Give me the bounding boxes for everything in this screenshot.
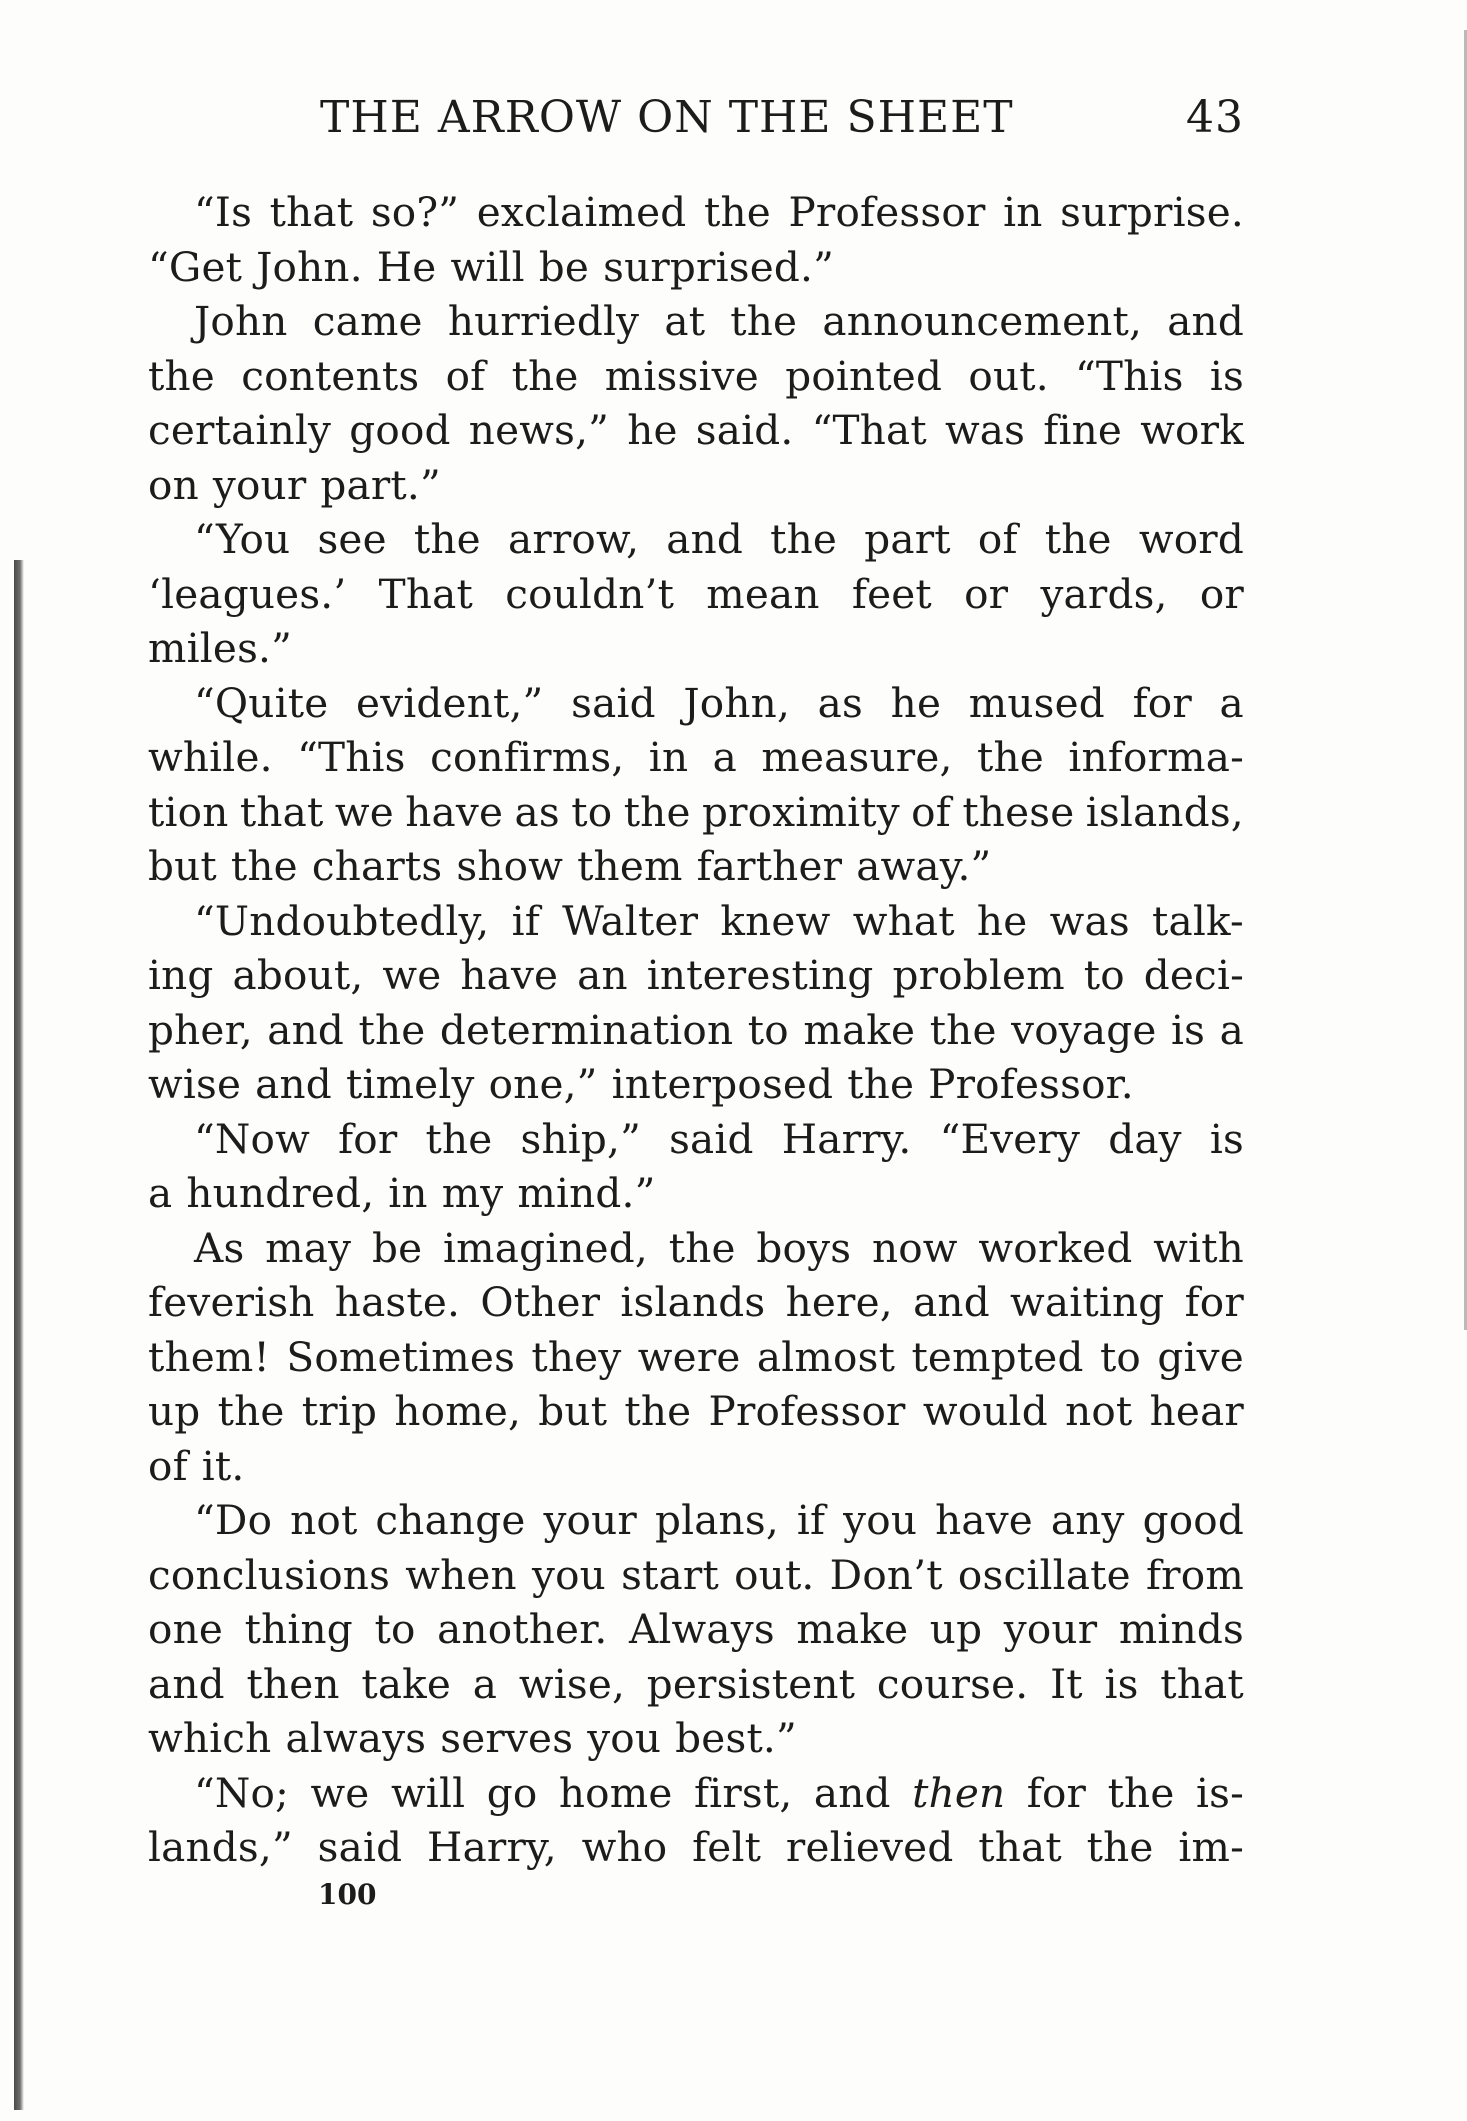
word: out. — [968, 351, 1049, 400]
word: they — [531, 1332, 622, 1381]
word: when — [405, 1550, 517, 1599]
word: one,” — [488, 1060, 598, 1108]
word: exclaimed — [476, 188, 687, 236]
word: persistent — [646, 1659, 856, 1708]
word: informa- — [1068, 733, 1244, 781]
word: knew — [720, 896, 831, 945]
word: the — [929, 1005, 997, 1054]
word: have — [405, 787, 504, 836]
word: lands,” — [148, 1823, 293, 1871]
text-line — [148, 676, 1244, 731]
text-line — [148, 1166, 1244, 1221]
word: news,” — [468, 406, 610, 454]
text-line — [148, 1275, 1244, 1330]
word: missive — [604, 351, 759, 400]
word: ing — [148, 951, 214, 999]
word: we — [310, 1768, 370, 1817]
word: if — [796, 1496, 826, 1544]
word: while. — [148, 733, 273, 781]
text-line — [148, 621, 1244, 676]
word: Other — [480, 1278, 601, 1326]
word: “Quite — [194, 678, 329, 727]
text-line — [148, 839, 1244, 894]
word: the — [977, 733, 1044, 781]
text-line — [148, 1384, 1244, 1439]
word: “Do — [194, 1496, 273, 1544]
word: ‘leagues.’ — [148, 569, 347, 618]
word: good — [1142, 1496, 1244, 1544]
text-line — [148, 1602, 1244, 1657]
word: that — [1160, 1659, 1244, 1708]
word: or — [964, 569, 1009, 618]
word: to — [1099, 1332, 1142, 1381]
word: the — [1107, 1768, 1175, 1817]
text-line — [148, 1112, 1244, 1167]
word: would — [922, 1387, 1048, 1435]
text-line — [148, 1439, 1244, 1494]
word: your — [1003, 1605, 1098, 1653]
word: surprise. — [1060, 188, 1244, 236]
word: hundred, — [186, 1169, 375, 1217]
word: “Now — [194, 1114, 310, 1163]
word: of — [148, 1441, 188, 1490]
word: as — [817, 678, 864, 727]
word: see — [317, 515, 387, 563]
word: interposed — [611, 1060, 834, 1108]
word: go — [486, 1768, 538, 1817]
word: but — [538, 1387, 608, 1435]
word: “No; — [194, 1768, 289, 1817]
word: said — [571, 678, 656, 727]
word: was — [1049, 896, 1130, 945]
word: take — [361, 1659, 452, 1708]
word: and — [913, 1278, 990, 1326]
word: home — [558, 1768, 673, 1817]
word: contents — [241, 351, 420, 400]
word: the — [413, 515, 481, 563]
word: good — [349, 406, 451, 454]
word: deci- — [1143, 951, 1244, 999]
word: the — [230, 842, 298, 890]
text-line — [148, 1057, 1244, 1112]
word: arrow, — [507, 515, 640, 563]
word: for — [1184, 1278, 1244, 1326]
word: who — [581, 1823, 668, 1871]
text-line — [148, 349, 1244, 404]
word: is- — [1195, 1768, 1244, 1817]
word: charts — [311, 842, 443, 890]
word: surprised.” — [603, 242, 835, 291]
word: of — [911, 787, 951, 836]
word: certainly — [148, 406, 332, 454]
word: the — [511, 351, 579, 400]
word: conclusions — [148, 1550, 391, 1599]
text-line — [148, 240, 1244, 295]
word: not — [290, 1496, 358, 1544]
word: up — [929, 1605, 983, 1653]
word: and — [666, 515, 744, 563]
word: the — [623, 787, 691, 836]
word: the — [703, 188, 771, 236]
body-text — [148, 185, 1244, 1875]
word: announcement, — [822, 297, 1143, 345]
text-line — [148, 294, 1244, 349]
word: he — [890, 678, 942, 727]
word: “You — [194, 515, 291, 563]
word: and — [1167, 297, 1244, 345]
text-line — [148, 1221, 1244, 1276]
word: John — [194, 297, 288, 345]
word: Always — [628, 1605, 775, 1653]
word: of — [445, 351, 486, 400]
signature-mark: 100 — [318, 1878, 377, 1911]
text-line — [148, 1766, 1244, 1821]
word: out. — [734, 1550, 815, 1599]
word: Walter — [562, 896, 699, 945]
word: a — [148, 1169, 173, 1217]
word: pointed — [785, 351, 943, 400]
word: what — [852, 896, 955, 945]
word: He — [376, 242, 437, 291]
word: that — [978, 1823, 1062, 1871]
word: hear — [1149, 1387, 1244, 1435]
word: said — [669, 1114, 754, 1163]
word: mean — [706, 569, 820, 618]
word: one — [148, 1605, 224, 1653]
text-line — [148, 1493, 1244, 1548]
page-number: 43 — [1186, 92, 1244, 143]
word: Sometimes — [286, 1332, 516, 1381]
word: hurriedly — [447, 297, 640, 345]
text-line — [148, 403, 1244, 458]
word: evident,” — [356, 678, 544, 727]
word: then — [912, 1768, 1006, 1817]
word: have — [460, 951, 559, 999]
word: mused — [968, 678, 1105, 727]
text-line — [148, 1003, 1244, 1058]
word: as — [514, 787, 560, 836]
word: in — [648, 733, 689, 781]
word: the — [148, 351, 215, 400]
word: so?” — [370, 188, 460, 236]
word: make — [796, 1605, 909, 1653]
word: to — [747, 1005, 789, 1054]
word: may — [265, 1223, 352, 1272]
text-line — [148, 512, 1244, 567]
word: Harry. — [781, 1114, 912, 1163]
word: thing — [244, 1605, 353, 1653]
word: timely — [345, 1060, 475, 1108]
word: day — [1108, 1114, 1182, 1163]
word: tion — [148, 787, 229, 836]
word: to — [571, 787, 613, 836]
word: a — [472, 1659, 498, 1708]
word: tempted — [911, 1332, 1084, 1381]
word: up — [148, 1387, 201, 1435]
word: measure, — [761, 733, 953, 781]
word: them! — [148, 1332, 271, 1381]
word: word — [1138, 515, 1244, 563]
word: start — [621, 1550, 719, 1599]
word: give — [1157, 1332, 1244, 1381]
word: feverish — [148, 1278, 315, 1326]
word: change — [375, 1496, 526, 1544]
word: the — [847, 1060, 915, 1108]
word: another. — [437, 1605, 608, 1653]
word: if — [511, 896, 540, 945]
word: boys — [756, 1223, 852, 1272]
word: now — [871, 1223, 958, 1272]
word: “Is — [194, 188, 253, 236]
word: here, — [785, 1278, 893, 1326]
text-line — [148, 948, 1244, 1003]
word: came — [312, 297, 423, 345]
word: trip — [301, 1387, 378, 1435]
word: the — [358, 1005, 426, 1054]
word: about, — [232, 951, 364, 999]
word: is — [1104, 1659, 1139, 1708]
word: wise — [148, 1060, 242, 1108]
word: proximity — [702, 787, 900, 836]
word: was — [944, 406, 1026, 454]
text-line — [148, 785, 1244, 840]
word: farther — [696, 842, 843, 890]
word: said — [317, 1823, 403, 1871]
word: you — [587, 1714, 662, 1762]
word: which — [148, 1714, 272, 1762]
word: in — [1003, 188, 1043, 236]
word: to — [374, 1605, 416, 1653]
word: he — [627, 406, 678, 454]
word: them — [577, 842, 683, 890]
word: interesting — [646, 951, 874, 999]
word: that — [269, 188, 354, 236]
text-line — [148, 458, 1244, 513]
word: said. — [695, 406, 794, 454]
text-line — [148, 1657, 1244, 1712]
word: for — [1132, 678, 1192, 727]
word: voyage — [1011, 1005, 1157, 1054]
word: oscillate — [957, 1550, 1131, 1599]
text-line — [148, 894, 1244, 949]
word: the — [730, 297, 798, 345]
word: of — [977, 515, 1018, 563]
word: course. — [876, 1659, 1029, 1708]
text-line — [148, 1548, 1244, 1603]
word: part — [864, 515, 951, 563]
word: fine — [1043, 406, 1123, 454]
word: feet — [851, 569, 932, 618]
word: Professor — [788, 188, 986, 236]
word: “That — [811, 406, 927, 454]
word: couldn’t — [505, 569, 675, 618]
word: John, — [683, 678, 791, 727]
word: we — [382, 951, 442, 999]
word: he — [976, 896, 1028, 945]
running-title: THE ARROW ON THE SHEET — [320, 92, 1014, 143]
word: talk- — [1152, 896, 1244, 945]
word: work — [1140, 406, 1244, 454]
text-line — [148, 1820, 1244, 1875]
word: relieved — [785, 1823, 954, 1871]
word: Professor. — [928, 1060, 1134, 1108]
word: always — [285, 1714, 427, 1762]
word: an — [577, 951, 628, 999]
word: a — [1219, 1005, 1244, 1054]
word: but — [148, 842, 217, 890]
word: your — [543, 1496, 637, 1544]
word: As — [194, 1223, 245, 1272]
word: then — [246, 1659, 340, 1708]
word: have — [935, 1496, 1033, 1544]
text-line — [148, 185, 1244, 240]
word: Professor — [708, 1387, 906, 1435]
word: is — [1170, 1005, 1206, 1054]
word: not — [1065, 1387, 1133, 1435]
word: almost — [756, 1332, 896, 1381]
word: in — [388, 1169, 428, 1217]
word: confirms, — [430, 733, 625, 781]
word: and — [267, 1005, 345, 1054]
word: make — [803, 1005, 916, 1054]
word: im- — [1178, 1823, 1244, 1871]
text-line — [148, 1330, 1244, 1385]
word: pher, — [148, 1005, 253, 1054]
word: mind.” — [517, 1169, 656, 1217]
word: you — [531, 1550, 606, 1599]
word: yards, — [1040, 569, 1168, 618]
word: a — [712, 733, 737, 781]
word: wise, — [518, 1659, 626, 1708]
text-line — [148, 567, 1244, 622]
word: at — [664, 297, 706, 345]
word: part.” — [320, 460, 441, 509]
word: worked — [978, 1223, 1133, 1272]
word: “This — [297, 733, 406, 781]
word: from — [1145, 1550, 1244, 1599]
word: haste. — [334, 1278, 461, 1326]
word: felt — [692, 1823, 762, 1871]
binding-shadow — [14, 560, 24, 2110]
word: and — [255, 1060, 332, 1108]
word: the — [1086, 1823, 1154, 1871]
word: the — [624, 1387, 692, 1435]
word: It — [1050, 1659, 1083, 1708]
word: John. — [256, 242, 363, 291]
word: for — [1026, 1768, 1087, 1817]
page-header — [148, 92, 1244, 152]
word: “Every — [939, 1114, 1081, 1163]
word: the — [668, 1223, 736, 1272]
word: home, — [394, 1387, 522, 1435]
text-line — [148, 730, 1244, 785]
word: my — [441, 1169, 504, 1217]
word: determination — [439, 1005, 734, 1054]
word: will — [450, 242, 525, 291]
word: the — [425, 1114, 493, 1163]
word: serves — [440, 1714, 574, 1762]
word: waiting — [1010, 1278, 1165, 1326]
word: you — [843, 1496, 918, 1544]
word: for — [338, 1114, 398, 1163]
word: islands, — [1085, 787, 1244, 836]
word: islands — [620, 1278, 766, 1326]
word: away.” — [856, 842, 992, 890]
word: “Undoubtedly, — [194, 896, 490, 945]
word: plans, — [654, 1496, 779, 1544]
word: is — [1209, 351, 1244, 400]
word: your — [212, 460, 307, 509]
word: “Get — [148, 242, 243, 291]
word: Harry, — [427, 1823, 557, 1871]
word: were — [637, 1332, 741, 1381]
word: “This — [1075, 351, 1184, 400]
word: that — [239, 787, 324, 836]
word: and — [813, 1768, 891, 1817]
word: and — [148, 1659, 225, 1708]
word: That — [378, 569, 473, 618]
text-line — [148, 1711, 1244, 1766]
word: will — [390, 1768, 466, 1817]
word: imagined, — [442, 1223, 649, 1272]
word: Don’t — [829, 1550, 943, 1599]
word: the — [217, 1387, 285, 1435]
word: to — [1083, 951, 1125, 999]
word: miles.” — [148, 624, 293, 672]
word: these — [962, 787, 1075, 836]
word: first, — [693, 1768, 793, 1817]
word: any — [1050, 1496, 1125, 1544]
word: on — [148, 460, 199, 509]
word: the — [1044, 515, 1112, 563]
word: the — [770, 515, 838, 563]
word: we — [334, 787, 394, 836]
word: is — [1209, 1114, 1244, 1163]
word: with — [1153, 1223, 1244, 1272]
word: show — [456, 842, 564, 890]
word: problem — [892, 951, 1065, 999]
word: ship,” — [520, 1114, 641, 1163]
word: be — [538, 242, 590, 291]
word: or — [1199, 569, 1244, 618]
word: a — [1219, 678, 1244, 727]
word: it. — [201, 1441, 245, 1490]
word: minds — [1118, 1605, 1244, 1653]
word: best.” — [675, 1714, 797, 1762]
word: be — [371, 1223, 423, 1272]
